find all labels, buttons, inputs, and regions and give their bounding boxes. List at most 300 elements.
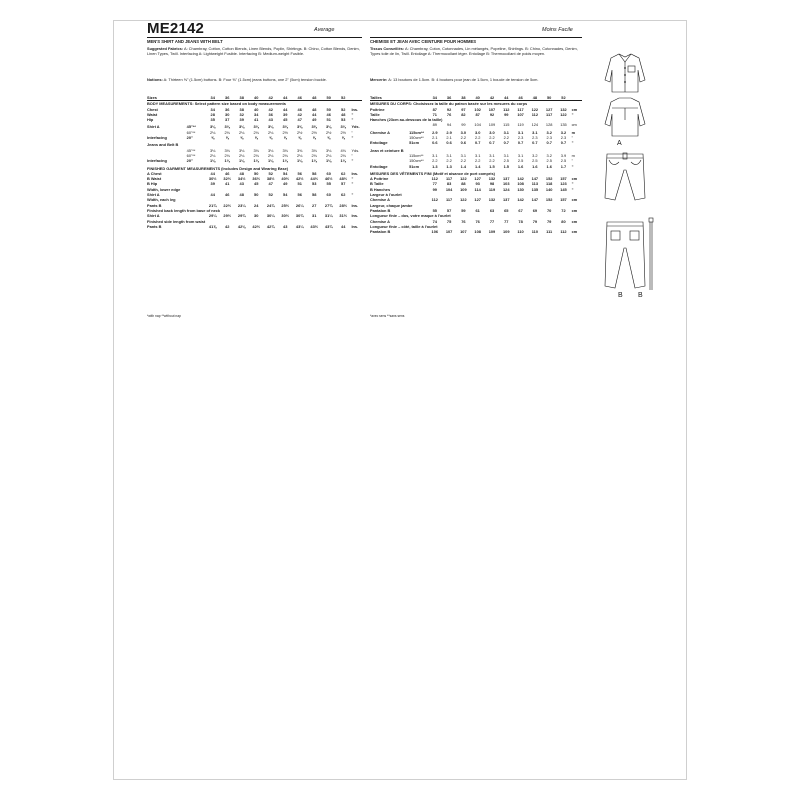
size-value: 3⅛ [325,124,332,130]
row-label: A Chest [147,170,162,176]
size-value: 48 [528,95,542,101]
size-value: 3.2 [546,152,552,158]
english-footnote: *with nap **without nap [147,314,181,318]
size-value: 57 [341,181,346,187]
size-value: 106 [431,229,439,235]
size-value: 62 [341,170,346,176]
size-value: 109 [460,186,467,192]
size-value: 1⅛ [238,158,245,164]
size-value: 112 [560,229,567,235]
size-value: 1⅛ [340,158,346,164]
size-value: 48½ [339,176,347,182]
size-value: ⅝ [312,135,316,141]
size-value: 3⅜ [296,124,303,130]
size-value: 67 [518,207,523,213]
size-value: 3.2 [546,129,552,135]
row-label: Pants B [147,202,162,208]
size-value: 3.0 [474,129,481,135]
row-sublabel: 20" [186,158,193,164]
size-value: 124 [531,122,539,128]
size-value: 52 [268,170,273,176]
french-size-table [370,95,582,234]
row-label: Chest [147,106,158,112]
size-value: 28 [210,111,215,117]
body-measurements-title-fr-text: MESURES DU CORPS: Choisissez la taille du patron basée sur les mesures du corps [370,101,528,107]
size-value: 2½ [311,129,317,135]
size-value: 2.2 [489,135,495,141]
row-label: B Hanches [370,186,391,192]
row-label: Shirt A [147,192,160,198]
size-value: 111 [546,229,553,235]
difficulty-en: Average [314,27,335,33]
size-value: 2½ [296,129,303,135]
row-sublabel [187,224,206,229]
size-value: 72 [561,207,566,213]
size-value: 2⅛ [267,129,274,135]
finished-row [147,224,362,229]
size-value: 65 [504,207,509,213]
size-value: 0.7 [517,140,524,146]
unit-label: Yds. [351,147,360,153]
size-value: 2.1 [446,135,452,141]
size-value: 49 [312,117,317,123]
fabrics-text: A: Chambray, Cotton, Cotton Blends, Linen Blends, Poplin, Shirtings. B: Chino, Cotton Blends, Denim, Linen Types, Twill. Interfacing A: Lightweight Fusible. Interfacing B: Medium-weight Fusible. [147,46,360,57]
row-sublabel: 51cm [409,140,420,146]
size-value: 98 [489,181,495,187]
size-value: 38 [456,95,470,101]
size-value: 44 [499,95,513,101]
size-value: 34 [254,111,259,117]
size-value: 1.3 [432,163,438,169]
size-value: 157 [560,197,567,203]
size-value: ⅝ [211,135,215,141]
size-value: 51 [297,181,302,187]
size-value: ⅝ [225,135,229,141]
size-value: 43 [239,181,244,187]
garment-illustrations [595,50,655,310]
size-value: 80 [561,218,566,224]
size-value: 34½ [237,176,246,182]
size-value: 3⅛ [282,147,288,153]
size-value: 49 [283,181,288,187]
notions-label-fr: Mercerie: [370,77,388,82]
unit-label: cm [571,176,578,182]
size-value: 79 [547,218,552,224]
size-value: 1.7 [560,163,567,169]
english-size-table [147,95,362,229]
unit-label: " [351,192,354,198]
size-value: 142 [517,197,524,203]
size-value: 1.4 [460,163,467,169]
size-value: 1.6 [517,163,524,169]
size-value: 35 [210,117,215,123]
unit-label: " [571,181,574,187]
size-value: 40 [249,95,264,101]
size-value: 52 [556,95,570,101]
size-value: 77 [432,181,437,187]
size-value: 44 [210,170,215,176]
finished-subheading-fr-text: Longueur finie – côté, taille à l'ourlet [370,223,438,229]
size-value: 107 [517,111,524,117]
size-value: 87 [432,106,437,112]
size-value: 38 [239,106,244,112]
unit-label: " [571,158,573,164]
size-value: 43¾ [324,223,333,229]
size-value: 3⅛ [267,124,274,130]
size-value: 46 [292,95,307,101]
size-value: 32 [239,111,244,117]
size-value: 46½ [324,176,333,182]
size-value: 44 [210,192,215,198]
finished-measurements-title-text: FINISHED GARMENT MEASUREMENTS (Includes Design and Wearing Ease) [147,165,289,171]
row-sublabel [409,229,428,234]
finished-subheading-fr-text: Largeur, chaque jambe [370,202,413,208]
size-value: 137 [503,176,510,182]
size-value: 54 [283,192,288,198]
size-value: 110 [517,229,524,235]
size-value: 2.3 [560,135,567,141]
size-value: 59 [461,207,466,213]
jeans-belt-title-text: Jeans and Belt B [147,142,179,148]
size-value: 50 [321,95,336,101]
size-value: 39 [239,117,244,123]
size-value: 47 [297,117,302,123]
size-value: 58 [312,192,317,198]
size-value: 0.7 [503,140,509,146]
row-label: Waist [147,111,158,117]
size-value: 60 [326,170,331,176]
unit-label: Ins. [351,213,359,219]
size-value: 0.7 [532,140,538,146]
french-fabrics [370,46,582,57]
finished-subheading-text: Finished back length from base of neck [147,207,221,213]
size-value: 3.1 [474,152,481,158]
size-value: 43 [268,117,273,123]
size-value: 42¾ [266,223,275,229]
size-value: 114 [474,186,481,192]
size-value: 119 [517,122,524,128]
size-value: 44 [278,95,293,101]
size-value: 29¼ [208,213,217,219]
size-value: 117 [445,176,453,182]
size-value: 3⅛ [253,147,259,153]
size-value: 39 [210,181,215,187]
size-value: 2.5 [546,158,552,164]
row-label: Chemise A [370,129,390,135]
size-value: 107 [445,229,453,235]
unit-label: Ins. [351,223,359,229]
row-sublabel: 20" [186,135,193,141]
unit-label: " [571,140,574,146]
size-value: 99 [504,111,509,117]
size-value: 46 [225,170,230,176]
size-value: 119 [488,186,496,192]
unit-label: cm [571,218,578,224]
size-value: 3.9 [560,152,567,158]
size-value: 2⅛ [340,152,346,158]
size-value: 2.2 [446,158,452,164]
size-value: ⅝ [283,135,287,141]
size-value: 92 [489,111,495,117]
size-value: 0.7 [546,140,552,146]
size-value: 30½ [208,176,217,182]
finished-subheading-fr-text: Largeur à l'ourlet [370,192,402,198]
size-value: 1⅛ [296,158,303,164]
size-value: 2⅛ [209,129,216,135]
size-value: 4⅛ [340,147,346,153]
size-value: 30 [254,213,259,219]
size-value: 42 [263,95,278,101]
size-value: 41 [254,117,259,123]
size-value: 2⅛ [282,152,288,158]
size-value: 38 [234,95,249,101]
size-value: 43 [283,223,288,229]
unit-label: Ins. [351,106,359,112]
size-value: 30½ [281,213,289,219]
size-value: 109 [488,229,496,235]
size-value: 28½ [339,202,347,208]
size-value: 69 [532,207,538,213]
size-value: 55 [432,207,437,213]
size-value: 2⅛ [296,152,303,158]
size-value: 3.1 [517,152,524,158]
size-value: 30¼ [266,213,275,219]
size-value: 122 [460,197,467,203]
unit-label: " [351,176,354,182]
unit-label: Ins. [351,170,359,176]
size-value: 112 [531,111,538,117]
size-value: 115 [503,122,510,128]
size-value: 82 [461,111,466,117]
size-value: 60 [326,192,331,198]
size-value: 21¾ [208,202,217,208]
size-value: 2.2 [460,135,467,141]
unit-label: " [571,186,574,192]
size-value: 62 [341,192,346,198]
size-value: 122 [460,176,467,182]
size-value: 147 [531,176,539,182]
row-label: A Poitrine [370,176,389,182]
row-label: Sizes [147,95,187,101]
unit-label: cm [571,229,578,235]
finished-measurements-title-fr-text: MESURES DES VÊTEMENTS FINI (Motif et aisance de port compris) [370,170,495,176]
unit-label: cm [571,122,577,128]
size-value: 3.1 [432,152,438,158]
size-value: 36½ [252,176,260,182]
size-value: 3.2 [532,152,538,158]
size-value: 44 [341,223,346,229]
unit-label: " [571,135,573,141]
english-fabrics [147,46,362,57]
size-value: 113 [531,181,538,187]
row-label: B Hip [147,181,158,187]
size-value: 48 [307,95,322,101]
row-label: Entoilage [370,140,388,146]
size-value: 2.9 [432,129,438,135]
size-value: 130 [517,186,524,192]
finished-subheading-text: Finished side length from waist [147,218,206,224]
hip-label-fr-text: Hanches (23cm au-dessous de la taille) [370,117,443,123]
row-label: Chemise A [370,197,390,203]
unit-label: " [571,111,574,117]
size-value: 2.5 [560,158,567,164]
size-value: 31 [312,213,317,219]
size-value: 36 [268,111,273,117]
size-value: 3.0 [460,129,467,135]
row-label: Poitrine [370,106,385,112]
size-value: 42 [268,106,273,112]
size-value: 152 [545,176,553,182]
size-value: 1.6 [532,163,538,169]
notions-text: A: Thirteen ⅝" (1.5cm) buttons. B: Four ⅝" (1.5cm) jeans buttons, one 2" (5cm) tension buckle. [163,77,327,82]
size-value: 112 [431,176,438,182]
size-value: 63 [489,207,495,213]
size-value: 46 [326,111,331,117]
fabrics-label-fr: Tissus Conseillés: [370,46,405,51]
row-sublabel: 45"** [186,147,196,153]
size-value: 51 [326,117,331,123]
size-value: 2⅛ [238,152,245,158]
size-value: 3⅛ [238,124,245,130]
row-label: Interfacing [147,135,167,141]
row-label: Taille [370,111,380,117]
finished-subheading-text: Width, each leg [147,197,176,203]
size-value: 74 [432,218,437,224]
size-value: 3⅛ [325,147,332,153]
size-value: 3⅛ [253,124,259,130]
difficulty-fr: Moins Facile [542,27,573,33]
size-value: 55 [326,181,331,187]
size-value: 24 [254,202,259,208]
french-notions [370,77,582,82]
french-title: CHEMISE ET JEAN AVEC CEINTURE POUR HOMMES [370,39,477,44]
unit-label: " [351,117,354,123]
finished-row-fr [370,229,582,234]
size-value: 3.1 [532,129,538,135]
size-value: 76 [475,218,480,224]
size-value: 145 [560,186,567,192]
size-value: 0.6 [446,140,452,146]
french-footnote: *avec sens **sans sens [370,314,405,318]
size-value: 132 [488,176,496,182]
size-value: 1.6 [546,163,552,169]
size-value: 48 [239,192,244,198]
size-value: 38½ [266,176,275,182]
size-value: 122 [560,111,567,117]
size-value: 77 [504,218,509,224]
size-value: 31¼ [324,213,333,219]
size-value: 40 [254,106,259,112]
size-value: 34 [210,106,215,112]
row-label: B Waist [147,176,162,182]
size-value: 3.1 [446,152,452,158]
size-value: 2.2 [474,158,481,164]
size-value: 48 [239,170,244,176]
size-value: 142 [517,176,524,182]
size-value: 43½ [310,223,318,229]
size-value: 2⅛ [267,152,274,158]
size-value: 152 [545,197,553,203]
unit-label: " [351,158,354,164]
size-value: 1⅛ [209,158,216,164]
size-value: 26¼ [295,202,304,208]
size-value: 22½ [223,202,231,208]
size-value: 54 [283,170,288,176]
size-value: ⅝ [341,135,345,141]
row-label: Shirt A [147,213,160,219]
size-value: 3⅛ [267,147,274,153]
size-value: 27 [312,202,317,208]
unit-label: cm [571,207,578,213]
size-value: 34 [428,95,442,101]
size-value: 1⅛ [224,158,230,164]
size-value: 94 [446,122,452,128]
row-sublabel: 115cm** [409,152,424,158]
size-value: 2.2 [432,158,438,164]
english-notions [147,77,362,82]
size-value: 47 [268,181,273,187]
row-label: Pantalon B [370,229,391,235]
size-value: 25½ [281,202,289,208]
size-value: 124 [503,186,510,192]
size-value: 1.3 [446,163,452,169]
size-value: 3.0 [489,129,495,135]
row-label: Chemise A [370,218,390,224]
shirt-back-drawing [605,98,645,136]
size-value: 97 [461,106,466,112]
size-value: 75 [446,218,452,224]
row-sublabel: 51cm [409,163,420,169]
row-label: Tailles [370,95,409,101]
size-value: 117 [517,106,524,112]
row-label: Interfacing [147,158,167,164]
size-value: 3.1 [489,152,495,158]
size-value: 42½ [295,176,304,182]
finished-subheading-fr-text: Longueur finie – dos, votre maque à l'ourlet [370,213,451,219]
size-value: 99 [461,122,466,128]
size-value: 0.6 [460,140,467,146]
size-value: 45 [283,117,288,123]
size-value: 132 [488,197,496,203]
size-value: 42 [485,95,499,101]
size-value: 32½ [223,176,231,182]
size-value: 103 [503,181,510,187]
size-value: 70 [547,207,552,213]
size-value: 89 [432,122,437,128]
size-value: 46 [513,95,527,101]
size-value: 0.7 [474,140,481,146]
size-value: 36 [225,106,230,112]
size-value: 39 [283,111,288,117]
size-value: 3.1 [460,152,467,158]
size-value: 3.1 [517,129,524,135]
fabrics-text-fr: A: Chambray, Coton, Cotonnades, Lin mélangés, Popeline, Shirtings. B: Chino, Cotonnades, Denim, Types toile de lin, Twill. Entoilage A: Thermocollant léger. Entoilage B: Thermocollant de poids moyen. [370,46,578,57]
size-value: 29½ [223,213,231,219]
size-value: 2.5 [503,158,509,164]
size-value: 112 [503,106,510,112]
size-value: 3⅜ [296,147,303,153]
size-value: 2.5 [532,158,538,164]
size-value: 123 [560,181,567,187]
size-value: 1⅛ [267,158,274,164]
size-value: ⅝ [327,135,331,141]
header-rule-fr [370,37,582,38]
size-value: 102 [474,106,481,112]
view-a-label: A [617,140,622,147]
finished-subheading-text: Width, lower edge [147,186,181,192]
size-value: 3⅛ [209,147,216,153]
jeans-back-drawing [605,222,645,288]
